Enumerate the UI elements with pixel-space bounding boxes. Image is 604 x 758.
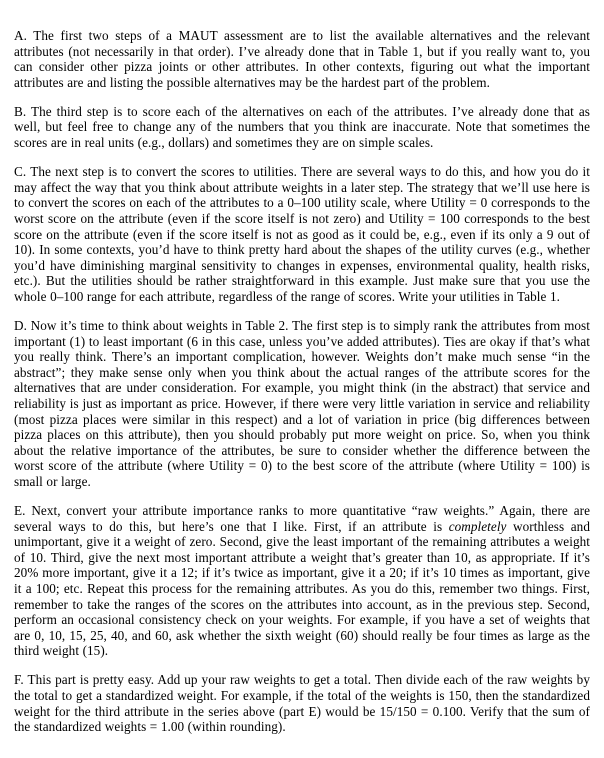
paragraph-e-emphasized-word: completely [448,518,507,534]
paragraph-e-text-before-emphasis: E. Next, convert your attribute importance ranks to more quantitative “raw weights.” Again, there are several ways to do this, but here’s one that I like. First, if an attribute is [14,503,590,534]
paragraph-c: C. The next step is to convert the scores to utilities. There are several ways to do this, and how you do it may affect the way that you think about attribute weights in a later step. The strategy that we’ll use here is to convert the scores on each of the attributes to a 0–100 utility scale, where Utility = 0 corresponds to the worst score on the attribute (even if the score itself is not zero) and Utility = 100 corresponds to the best score on the attribute (even if the score itself is not as good as it could be, e.g., even if its only a 9 out of 10). In some contexts, you’d have to think pretty hard about the shapes of the utility curves (e.g., whether you’d have diminishing marginal sensitivity to changes in expenses, environmental quality, health risks, etc.). But the utilities should be rather straightforward in this example. Just make sure that you use the whole 0–100 range for each attribute, regardless of the range of scores. Write your utilities in Table 1. [14,164,590,304]
paragraph-e-text-after-emphasis: worthless and unimportant, give it a weight of zero. Second, give the least important of the remaining attributes a weight of 10. Third, give the next most important attribute a weight that’s greater than 10, as appropriate. If it’s 20% more important, give it a 12; if it’s twice as important, give it a 20; if it’s 10 times as important, give it a 100; etc. Repeat this process for the remaining attributes. As you do this, remember two things. First, remember to take the ranges of the scores on the attributes into account, as in the previous step. Second, perform an occasional consistency check on your weights. For example, if you have a set of weights that are 0, 10, 15, 25, 40, and 60, ask whether the sixth weight (60) should really be four times as large as the third weight (15). [14,518,590,659]
paragraph-f: F. This part is pretty easy. Add up your raw weights to get a total. Then divide each of the raw weights by the total to get a standardized weight. For example, if the total of the weights is 150, then the standardized weight for the third attribute in the series above (part E) would be 15/150 = 0.100. Verify that the sum of the standardized weights = 1.00 (within rounding). [14,672,590,735]
paragraph-b: B. The third step is to score each of the alternatives on each of the attributes. I’ve already done that as well, but feel free to change any of the numbers that you think are inaccurate. Note that sometimes the scores are in real units (e.g., dollars) and sometimes they are on simple scales. [14,103,590,151]
document-text-body [14,28,590,735]
paragraph-a: A. The first two steps of a MAUT assessment are to list the available alternatives and the relevant attributes (not necessarily in that order). I’ve already done that in Table 1, but if you really want to, you can consider other pizza joints or other attributes. In other contexts, figuring out what the important attributes are and listing the possible alternatives may be the hardest part of the problem. [14,28,590,90]
paragraph-e [14,503,590,659]
paragraph-d: D. Now it’s time to think about weights in Table 2. The first step is to simply rank the attributes from most important (1) to least important (6 in this case, unless you’ve added attributes). Ties are okay if that’s what you really think. There’s an important complication, however. Weights don’t make much sense “in the abstract”; they make sense only when you think about the actual ranges of the attribute scores for the alternatives that are under consideration. For example, you might think (in the abstract) that service and reliability is just as important as price. However, if there were very little variation in service and reliability (most pizza places were similar in this respect) and a lot of variation in price (big differences between pizza places on this attribute), then you should probably put more weight on price. So, when you think about the relative importance of the attributes, be sure to consider whether the difference between the worst score of the attribute (where Utility = 0) to the best score of the attribute (where Utility = 100) is small or large. [14,318,590,489]
